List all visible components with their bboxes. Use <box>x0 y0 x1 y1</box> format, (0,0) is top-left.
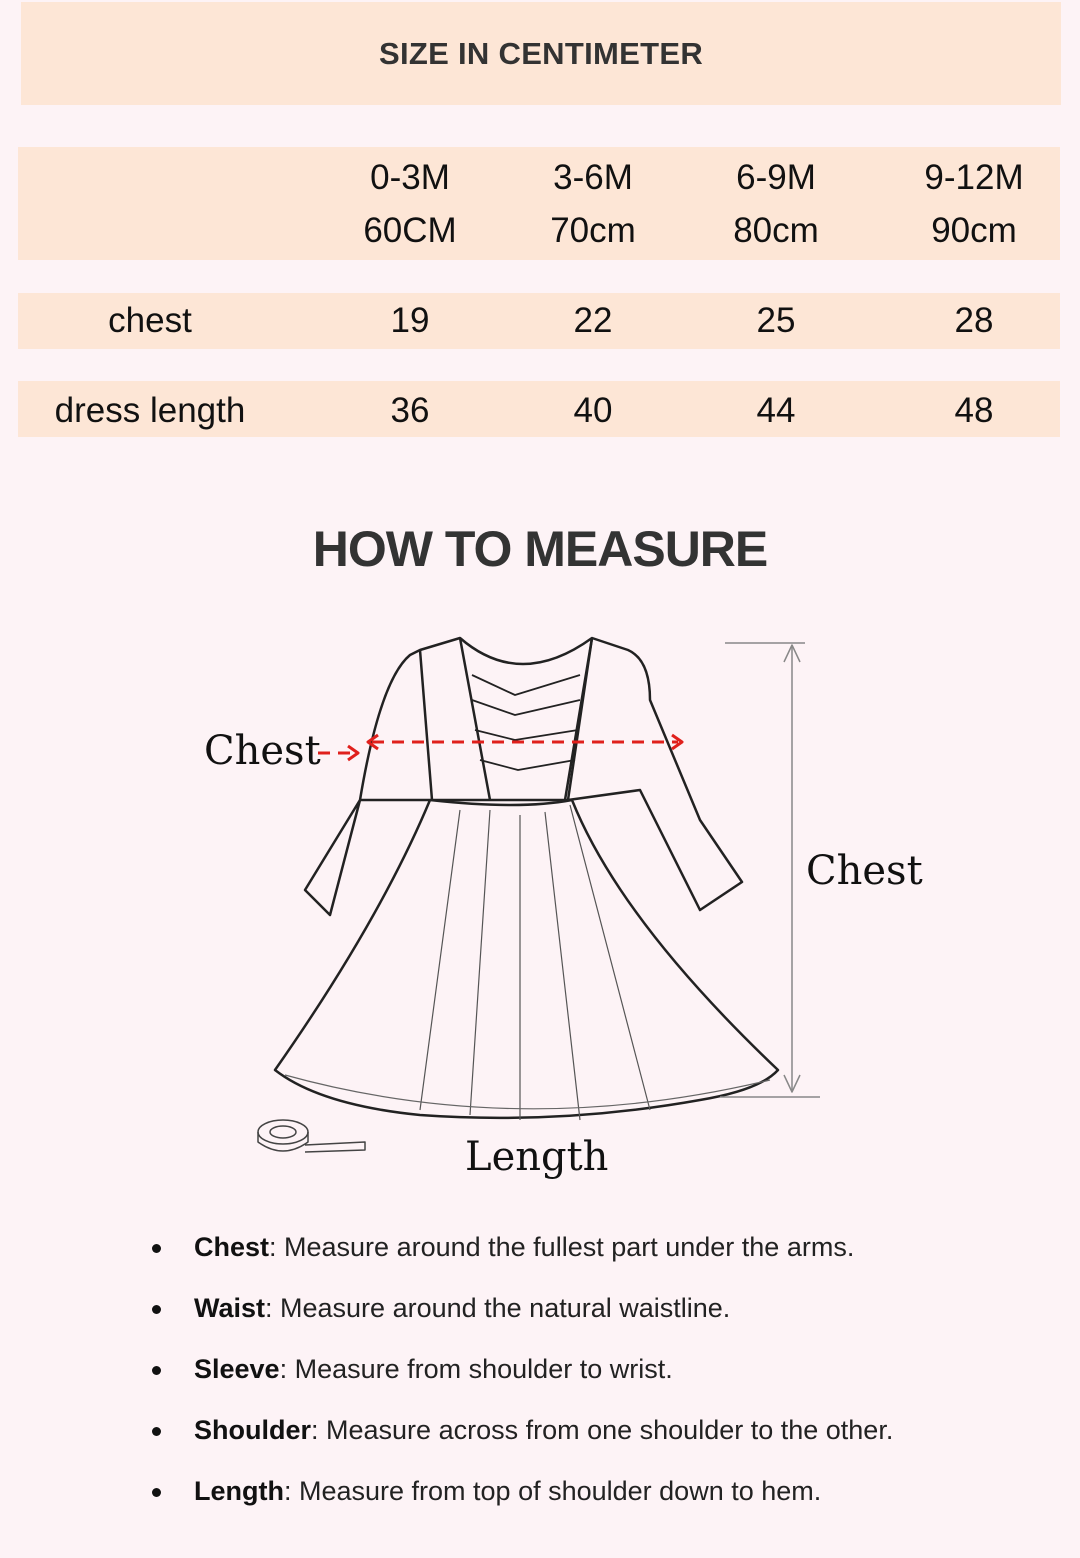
tape-measure-icon <box>258 1120 365 1152</box>
instruction-length: Length: Measure from top of shoulder down to hem. <box>150 1466 893 1527</box>
how-to-measure-heading: HOW TO MEASURE <box>312 521 768 577</box>
table-cell: 28 <box>954 301 994 340</box>
instruction-chest: Chest: Measure around the fullest part under the arms. <box>150 1222 893 1283</box>
table-cell: 25 <box>756 301 796 340</box>
instruction-sleeve: Sleeve: Measure from shoulder to wrist. <box>150 1344 893 1405</box>
size-header-0: 0-3M 60CM <box>363 158 457 250</box>
chest-label-right: Chest <box>806 848 923 894</box>
size-header-3: 9-12M 90cm <box>924 158 1024 250</box>
size-header-1: 3-6M 70cm <box>550 158 636 250</box>
table-cell: 19 <box>390 301 430 340</box>
page-title: SIZE IN CENTIMETER <box>21 2 1061 105</box>
instruction-waist: Waist: Measure around the natural waistline. <box>150 1283 893 1344</box>
table-cell: 22 <box>573 301 613 340</box>
table-cell: 48 <box>954 391 994 430</box>
table-cell: 44 <box>756 391 796 430</box>
length-label: Length <box>465 1134 609 1180</box>
measure-instructions <box>150 1222 893 1527</box>
size-header-row <box>18 147 1060 260</box>
row-label: chest <box>108 301 192 340</box>
dress-diagram <box>0 620 1080 1200</box>
dress-illustration <box>275 638 778 1120</box>
table-row-chest <box>18 293 1060 349</box>
table-row-dress-length <box>18 381 1060 437</box>
instruction-shoulder: Shoulder: Measure across from one shoulder to the other. <box>150 1405 893 1466</box>
table-cell: 36 <box>390 391 430 430</box>
row-label: dress length <box>54 391 246 430</box>
size-header-2: 6-9M 80cm <box>733 158 819 250</box>
chest-label-left: Chest <box>204 728 321 774</box>
table-cell: 40 <box>573 391 613 430</box>
